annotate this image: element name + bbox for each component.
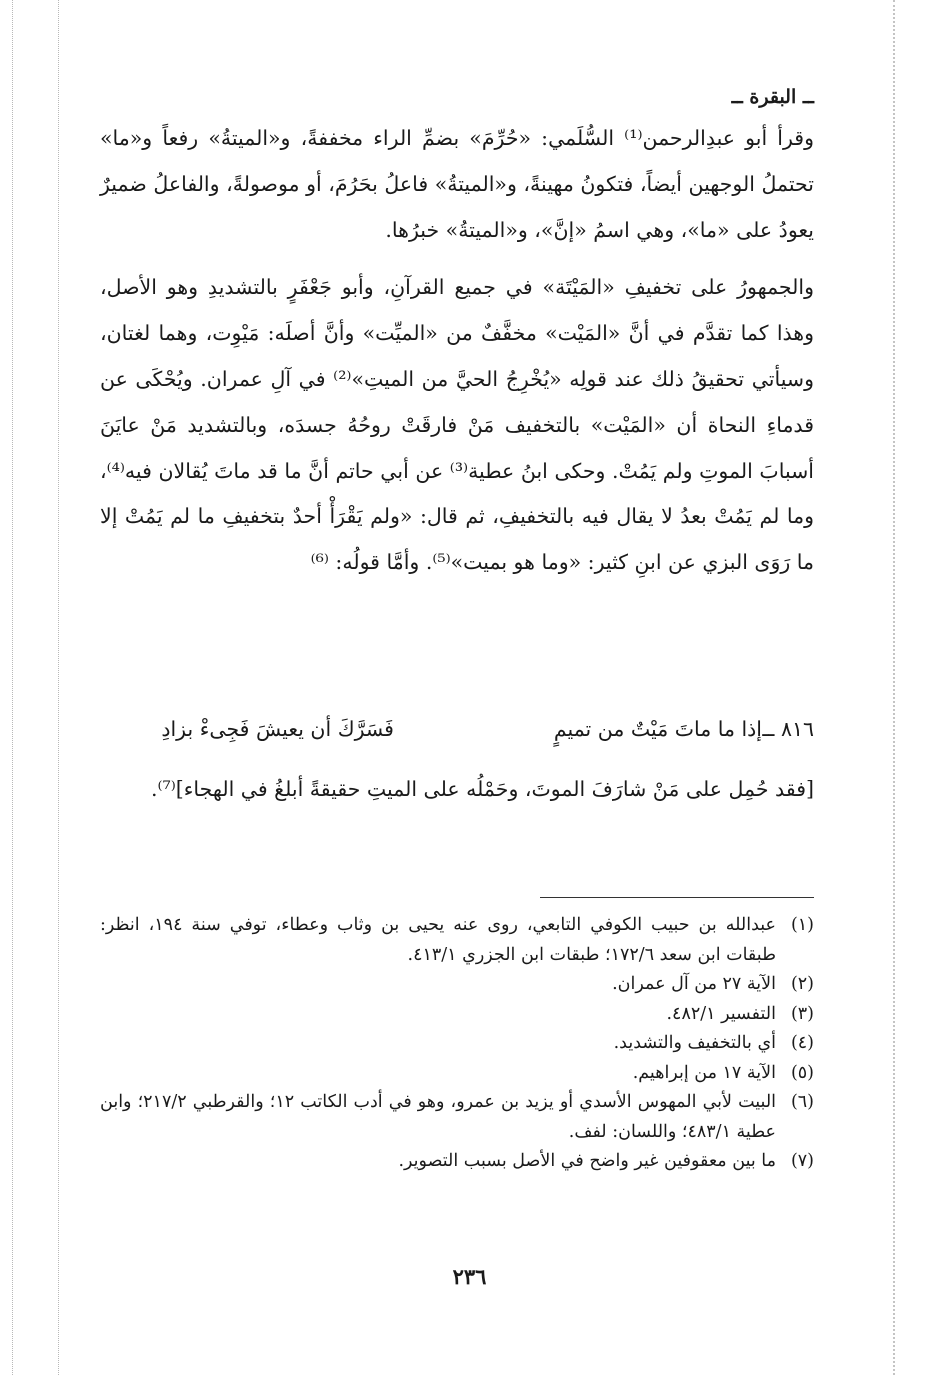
footnote-number: (٣) <box>790 1003 814 1024</box>
scan-dotted-line <box>12 0 13 1375</box>
footnote-text: عبدالله بن حبيب الكوفي التابعي، روى عنه يحيى بن وثاب وعطاء، توفي سنة ١٩٤، انظر: طبقات ابن سعد ١٧٢/٦؛ طبقات ابن الجزري ٤١٣/١. <box>100 915 776 965</box>
footnote-text: الآية ٢٧ من آل عمران. <box>612 974 776 994</box>
footnote <box>100 1000 814 1030</box>
footnote-number: (٥) <box>790 1062 814 1083</box>
footnote-text: التفسير ٤٨٢/١. <box>666 1003 776 1024</box>
footnote <box>100 1029 814 1059</box>
footnote <box>100 1088 814 1147</box>
footnotes <box>100 911 814 1177</box>
footnote <box>100 970 814 1000</box>
verse-second-hemistich: فَسَرَّكَ أن يعيشَ فَجِىءْ بزادِ <box>161 717 394 741</box>
footnote <box>100 1059 814 1089</box>
footnote <box>100 1147 814 1177</box>
footnote-number: (٢) <box>790 974 814 994</box>
main-text <box>100 116 814 586</box>
footnote-text: البيت لأبي المهوس الأسدي أو يزيد بن عمرو، وهو في أدب الكاتب ١٢؛ والقرطبي ٢١٧/٢؛ وابن عطية ٤٨٣/١؛ واللسان: لفف. <box>100 1092 777 1142</box>
poetry-verse <box>100 717 814 757</box>
footnote-number: (٧) <box>790 1151 814 1171</box>
paragraph: والجمهورُ على تخفيفِ «المَيْتَة» في جميع القرآنِ، وأبو جَعْفَرٍ بالتشديدِ وهو الأصل، وهذا كما تقدَّم في أنَّ «المَيْت» مخفَّفٌ من «الميِّت» وأنَّ أصلَه: مَيْوِت، وهما لغتان، وسيأتي تحقيقُ ذلك عند قولِه «يُخْرِجُ الحيَّ من الميتِ»⁽²⁾ في آلِ عمران. ويُحْكَى عن قدماءِ النحاة أن «المَيْت» بالتخفيف مَنْ فارقَتْ روحُهُ جسدَه، وبالتشديد مَنْ عايَنَ أسبابَ الموتِ ولم يَمُتْ. وحكى ابنُ عطية⁽³⁾ عن أبي حاتم أنَّ ما قد ماتَ يُقالان فيه⁽⁴⁾، وما لم يَمُتْ بعدُ لا يقال فيه بالتخفيفِ، ثم قال: «ولم يَقْرَأْ أحدٌ بتخفيفِ ما لم يَمُتْ إلا ما رَوَى البزي عن ابنِ كثير: «وما هو بميت»⁽⁵⁾. وأمَّا قولُه: ⁽⁶⁾ <box>100 275 814 575</box>
footnote <box>100 911 814 970</box>
bracketed-commentary: [فقد حُمِل على مَنْ شارَفَ الموتَ، وحَمْلُه على الميتِ حقيقةً أبلغُ في الهجاء]⁽⁷⁾. <box>150 777 814 801</box>
page-number: ٢٣٦ <box>452 1264 487 1289</box>
footnote-text: أي بالتخفيف والتشديد. <box>613 1033 776 1053</box>
footnote-number: (٦) <box>790 1092 814 1112</box>
footnote-text: ما بين معقوفين غير واضح في الأصل بسبب التصوير. <box>398 1151 776 1171</box>
verse-number: ٨١٦ ــ <box>762 717 814 741</box>
scan-dotted-line <box>893 0 895 1375</box>
footnote-text: الآية ١٧ من إبراهيم. <box>632 1062 776 1083</box>
footnote-number: (١) <box>790 915 814 935</box>
footnote-number: (٤) <box>790 1033 814 1053</box>
running-title: ــ البقرة ــ <box>731 86 814 108</box>
verse-first-hemistich: إذا ما ماتَ مَيْتٌ من تميمٍ <box>553 717 762 741</box>
footnote-separator <box>540 897 814 898</box>
scan-dotted-line <box>58 0 59 1375</box>
paragraph: وقرأ أبو عبدِالرحمن⁽¹⁾ السُّلَمي: «حُرِّمَ» بضمِّ الراء مخففةً، و«الميتةُ» رفعاً و«ما» تحتملُ الوجهين أيضاً، فتكونُ مهينةً، و«الميتةُ» فاعلُ بحَرُمَ، أو موصولةً، والفاعلُ ضميرٌ يعودُ على «ما»، وهي اسمُ «إنَّ»، و«الميتةُ» خبرُها. <box>100 126 815 242</box>
